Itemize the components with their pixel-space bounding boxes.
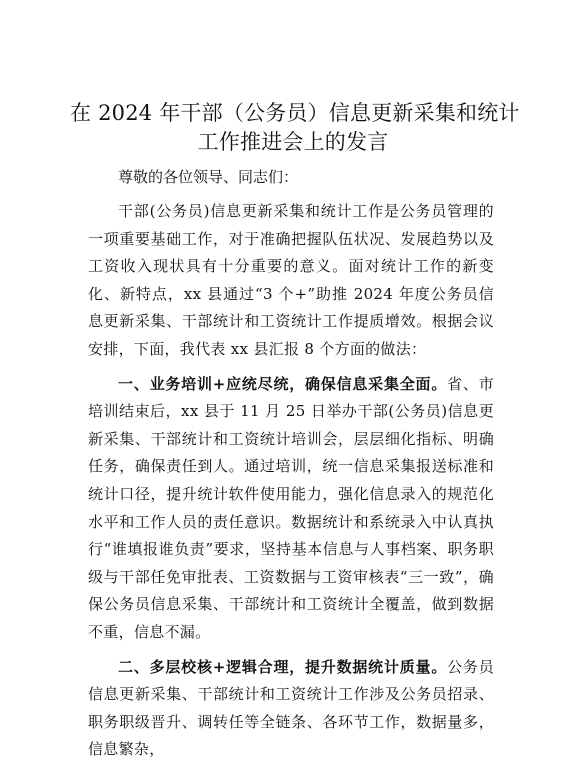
section-heading: 二、多层校核+逻辑合理，提升数据统计质量。 — [118, 657, 448, 676]
title-line-2: 工作推进会上的发言 — [197, 130, 389, 154]
paragraph-intro — [88, 198, 494, 364]
paragraph-section-2 — [88, 654, 494, 764]
paragraph-text: 干部(公务员)信息更新采集和统计工作是公务员管理的一项重要基础工作，对于准确把握队伍状况、发展趋势以及工资收入现状具有十分重要的意义。面对统计工作的新变化、新特点，xx 县通过“3 个+”助推 2024 年度公务员信息更新采集、干部统计和工资统计工作提质增效。根据会议安排，下面，我代表 xx 县汇报 8 个方面的做法： — [88, 202, 494, 358]
section-heading: 一、业务培训+应统尽统，确保信息采集全面。 — [118, 374, 448, 393]
paragraph-section-1 — [88, 371, 494, 647]
paragraph-text: 省、市培训结束后，xx 县于 11 月 25 日举办干部(公务员)信息更新采集、干部统计和工资统计培训会，层层细化指标、明确任务，确保责任到人。通过培训，统一信息采集报送标准和统计口径，提升统计软件使用能力，强化信息录入的规范化水平和工作人员的责任意识。数据统计和系统录入中认真执行“谁填报谁负责”要求，坚持基本信息与人事档案、职务职级与干部任免审批表、工资数据与工资审核表“三一致”，确保公务员信息采集、干部统计和工资统计全覆盖，做到数据不重，信息不漏。 — [88, 374, 495, 641]
paragraph-text: 公务员信息更新采集、干部统计和工资统计工作涉及公务员招录、职务职级晋升、调转任等全链条、各环节工作，数据量多，信息繁杂， — [88, 657, 495, 759]
document-body — [88, 164, 494, 771]
document-title — [70, 99, 520, 157]
title-line-1: 在 2024 年干部（公务员）信息更新采集和统计 — [70, 101, 520, 125]
salutation: 尊敬的各位领导、同志们： — [118, 168, 299, 186]
